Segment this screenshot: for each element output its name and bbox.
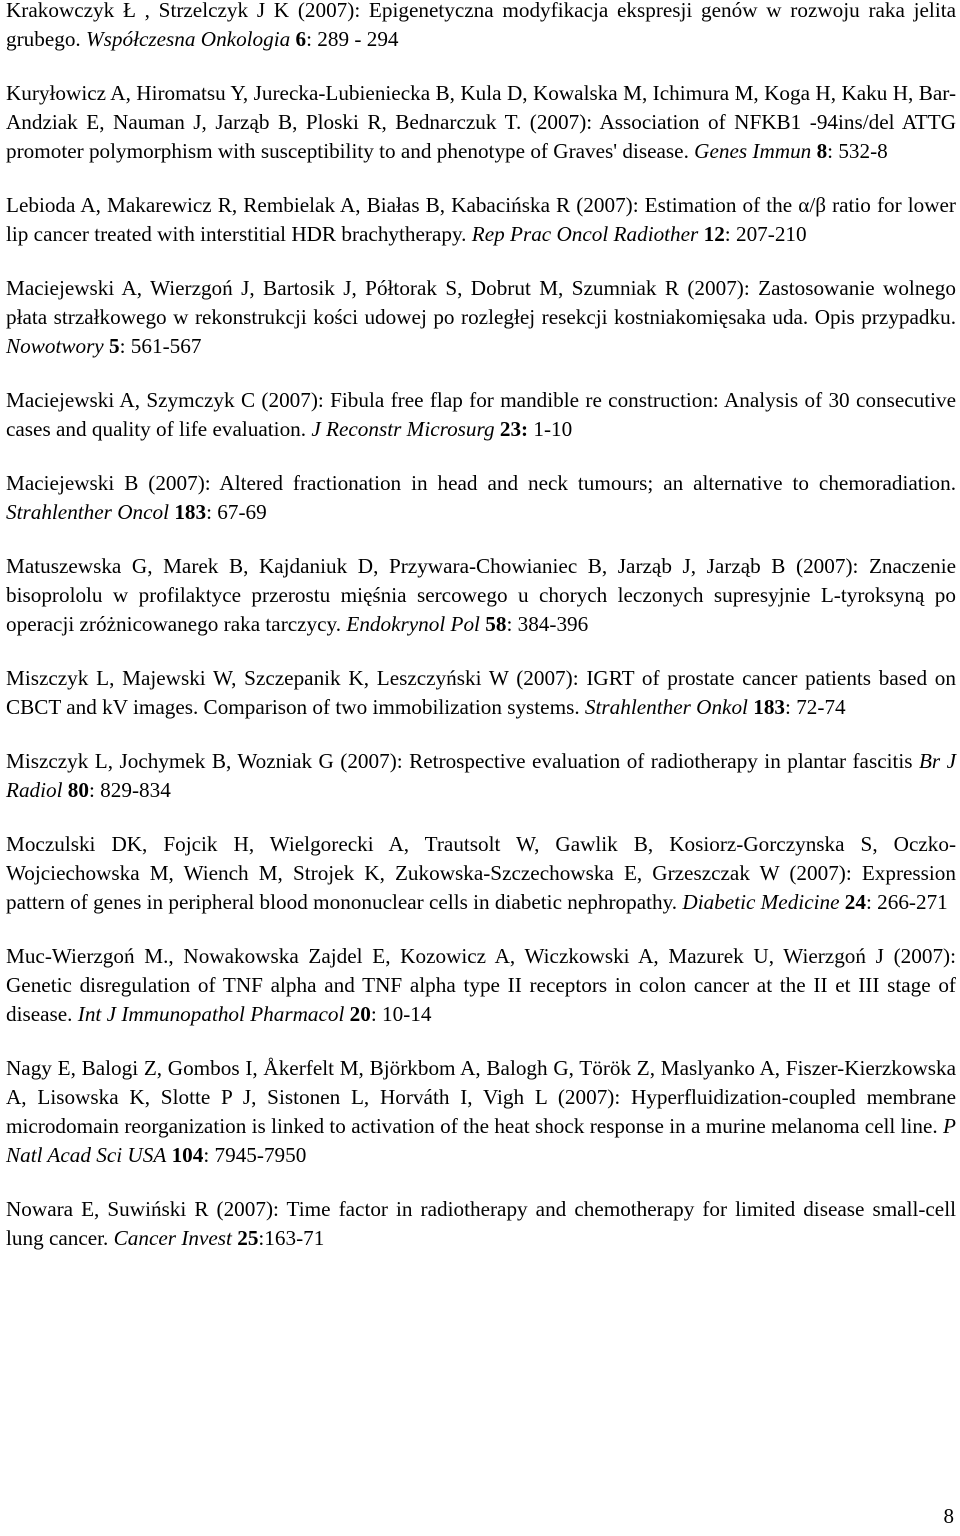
reference-text: Miszczyk L, Jochymek B, Wozniak G (2007): Retrospective evaluation of radiotherapy in plantar fascitis [6, 749, 913, 773]
reference-text: Muc-Wierzgoń M., Nowakowska Zajdel E, Kozowicz A, Wiczkowski A, Mazurek U, Wierzgoń J (2007): Genetic disregulation of TNF alpha and TNF alpha type II receptors in colon cancer at the II et III stage of disease. [6, 944, 956, 1026]
volume-number: 8 [816, 139, 828, 163]
reference-list [6, 0, 956, 1278]
volume-number: 6 [295, 27, 307, 51]
volume-number: 12 [703, 222, 725, 246]
reference-item [6, 386, 956, 444]
reference-item [6, 664, 956, 722]
volume-number: 25 [237, 1226, 259, 1250]
journal-name: Diabetic Medicine [682, 890, 840, 914]
page-range: : 7945-7950 [203, 1143, 307, 1167]
journal-name: Br J Radiol [6, 749, 957, 802]
reference-text: Maciejewski B (2007): Altered fractionation in head and neck tumours; an alternative to chemoradiation. [6, 471, 956, 495]
page-range: : 67-69 [206, 500, 267, 524]
page-range: : 10-14 [370, 1002, 432, 1026]
reference-item [6, 191, 956, 249]
volume-number: 23: [499, 417, 529, 441]
reference-text: Nagy E, Balogi Z, Gombos I, Åkerfelt M, Björkbom A, Balogh G, Török Z, Maslyanko A, Fiszer-Kierzkowska A, Lisowska K, Slotte P J, Sistonen L, Horváth I, Vigh L (2007): Hyperfluidization-coupled membrane microdomain reorganization is linked to activation of the heat shock response in a murine melanoma cell line. [6, 1056, 956, 1138]
reference-text: Nowara E, Suwiński R (2007): Time factor in radiotherapy and chemotherapy for limited disease small-cell lung cancer. [6, 1197, 956, 1250]
journal-name: Genes Immun [694, 139, 812, 163]
reference-text: Maciejewski A, Wierzgoń J, Bartosik J, Półtorak S, Dobrut M, Szumniak R (2007): Zastosowanie wolnego płata strzałkowego w rekonstrukcji kości udowej po rozległej resekcji kostniakomięsaka uda. Opis przypadku. [6, 276, 956, 329]
journal-name: Strahlenther Onkol [584, 695, 748, 719]
page-range: : 207-210 [724, 222, 807, 246]
reference-text: Lebioda A, Makarewicz R, Rembielak A, Białas B, Kabacińska R (2007): Estimation of the α/β ratio for lower lip cancer treated with interstitial HDR brachytherapy. [6, 193, 956, 246]
journal-name: Współczesna Onkologia [86, 27, 291, 51]
page-range: :163-71 [258, 1226, 325, 1250]
volume-number: 20 [349, 1002, 371, 1026]
reference-item [6, 747, 956, 805]
journal-name: Nowotwory [6, 334, 104, 358]
journal-name: Strahlenther Oncol [6, 500, 170, 524]
reference-item [6, 942, 956, 1029]
reference-item [6, 552, 956, 639]
reference-text: Matuszewska G, Marek B, Kajdaniuk D, Przywara-Chowianiec B, Jarząb J, Jarząb B (2007): Znaczenie bisoprololu w profilaktyce przerostu mięśnia sercowego u chorych leczonych supresyjnie L-tyroksyną po operacji zróżnicowanego raka tarczycy. [6, 554, 956, 636]
reference-item [6, 469, 956, 527]
page-range: : 532-8 [827, 139, 888, 163]
page-range: 1-10 [528, 417, 573, 441]
journal-name: Cancer Invest [113, 1226, 232, 1250]
volume-number: 183 [174, 500, 207, 524]
reference-item [6, 830, 956, 917]
volume-number: 5 [109, 334, 120, 358]
page-number: 8 [943, 1504, 954, 1528]
reference-item [6, 1195, 956, 1253]
reference-item [6, 79, 956, 166]
page-range: : 289 - 294 [306, 27, 399, 51]
volume-number: 80 [67, 778, 89, 802]
reference-text: Maciejewski A, Szymczyk C (2007): Fibula free flap for mandible re construction: Analysis of 30 consecutive cases and quality of life evaluation. [6, 388, 956, 441]
journal-name: Endokrynol Pol [346, 612, 480, 636]
reference-text: Miszczyk L, Majewski W, Szczepanik K, Leszczyński W (2007): IGRT of prostate cancer patients based on CBCT and kV images. Comparison of two immobilization systems. [6, 666, 956, 719]
page-range: : 266-271 [865, 890, 948, 914]
volume-number: 24 [844, 890, 866, 914]
reference-text: Krakowczyk Ł , Strzelczyk J K (2007): Epigenetyczna modyfikacja ekspresji genów w rozwoju raka jelita grubego. [6, 0, 956, 51]
reference-item [6, 274, 956, 361]
volume-number: 104 [171, 1143, 204, 1167]
volume-number: 58 [485, 612, 507, 636]
reference-item [6, 0, 956, 54]
reference-item [6, 1054, 956, 1170]
reference-text: Moczulski DK, Fojcik H, Wielgorecki A, Trautsolt W, Gawlik B, Kosiorz-Gorczynska S, Oczko-Wojciechowska M, Wiench M, Strojek K, Zukowska-Szczechowska E, Grzeszczak W (2007): Expression pattern of genes in peripheral blood mononuclear cells in diabetic nephropathy. [6, 832, 956, 914]
page-range: : 384-396 [506, 612, 589, 636]
page-range: : 72-74 [785, 695, 846, 719]
journal-name: Rep Prac Oncol Radiother [471, 222, 699, 246]
journal-name: Int J Immunopathol Pharmacol [77, 1002, 345, 1026]
page-range: : 829-834 [88, 778, 171, 802]
page-range: : 561-567 [119, 334, 202, 358]
journal-name: P Natl Acad Sci USA [6, 1114, 956, 1167]
reference-text: Kuryłowicz A, Hiromatsu Y, Jurecka-Lubieniecka B, Kula D, Kowalska M, Ichimura M, Koga H, Kaku H, Bar-Andziak E, Nauman J, Jarząb B, Ploski R, Bednarczuk T. (2007): Association of NFKB1 -94ins/del ATTG promoter polymorphism with susceptibility to and phenotype of Graves' disease. [6, 81, 956, 163]
volume-number: 183 [753, 695, 786, 719]
journal-name: J Reconstr Microsurg [311, 417, 495, 441]
